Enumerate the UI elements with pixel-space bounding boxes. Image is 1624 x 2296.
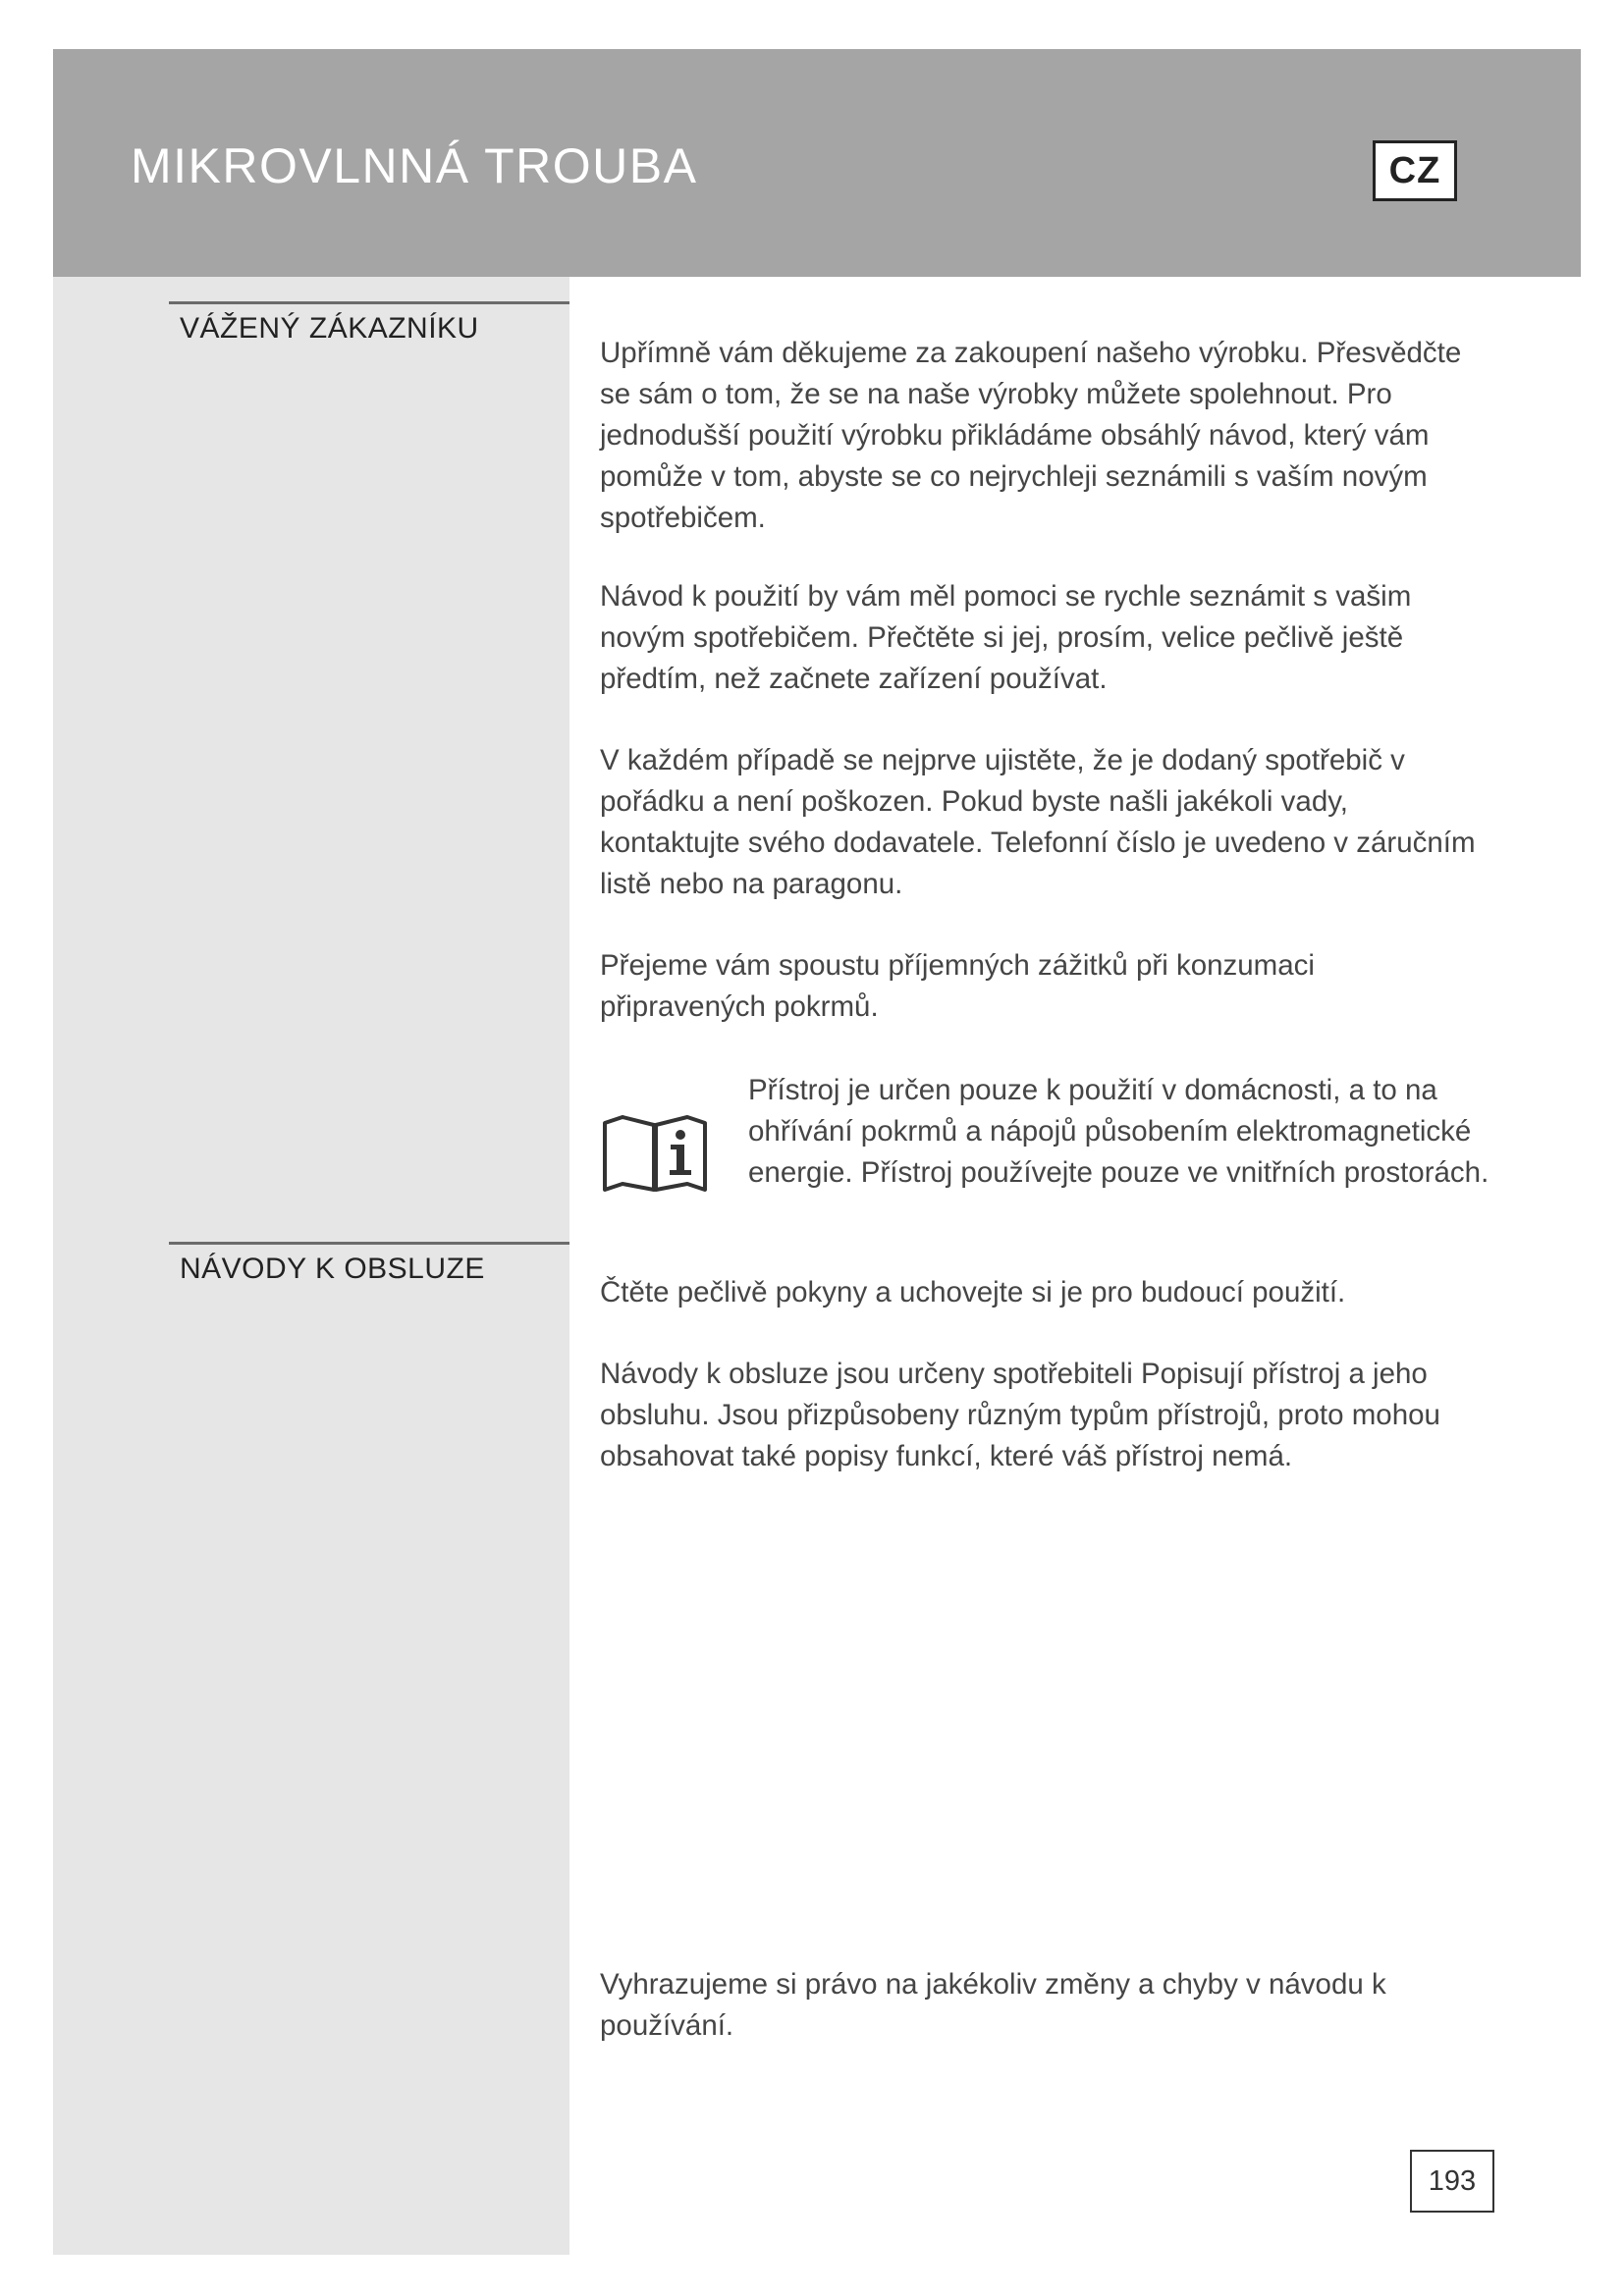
read-carefully-paragraph: Čtěte pečlivě pokyny a uchovejte si je pro budoucí použití. xyxy=(600,1276,1346,1308)
section-heading-dear-customer: VÁŽENÝ ZÁKAZNÍKU xyxy=(180,312,479,345)
manual-paragraph: Návod k použití by vám měl pomoci se rychle seznámit s vašim novým spotřebičem. Přečtěte si jej, prosím, velice pečlivě ještě předtím, než začnete zařízení používat. xyxy=(600,580,1412,695)
manual-info-icon xyxy=(601,1113,709,1194)
disclaimer-paragraph: Vyhrazujeme si právo na jakékoliv změny a chyby v návodu k používání. xyxy=(600,1968,1386,2042)
language-badge: CZ xyxy=(1373,140,1457,201)
section-divider xyxy=(169,301,569,304)
page-number: 193 xyxy=(1410,2150,1494,2213)
section-heading-instructions: NÁVODY K OBSLUZE xyxy=(180,1253,485,1285)
page-title: MIKROVLNNÁ TROUBA xyxy=(131,138,698,193)
info-note: Přístroj je určen pouze k použití v domácnosti, a to na ohřívání pokrmů a nápojů působením elektromagnetické energie. Přístroj používejte pouze ve vnitřních prostorách. xyxy=(748,1074,1489,1189)
instructions-paragraph: Návody k obsluze jsou určeny spotřebiteli Popisují přístroj a jeho obsluhu. Jsou přizpůsobeny různým typům přístrojů, proto mohou obsahovat také popisy funkcí, které váš přístroj nemá. xyxy=(600,1358,1440,1472)
intro-paragraph: Upřímně vám děkujeme za zakoupení našeho výrobku. Přesvědčte se sám o tom, že se na naše výrobky můžete spolehnout. Pro jednodušší použití výrobku přikládáme obsáhlý návod, který vám pomůže v tom, abyste se co nejrychleji seznámili s vaším novým spotřebičem. xyxy=(600,337,1462,534)
section-divider xyxy=(169,1242,569,1245)
check-paragraph: V každém případě se nejprve ujistěte, že je dodaný spotřebič v pořádku a není poškozen. Pokud byste našli jakékoli vady, kontaktujte svého dodavatele. Telefonní číslo je uvedeno v záručním listě nebo na paragonu. xyxy=(600,744,1476,900)
wishes-paragraph: Přejeme vám spoustu příjemných zážitků při konzumaci připravených pokrmů. xyxy=(600,949,1315,1023)
